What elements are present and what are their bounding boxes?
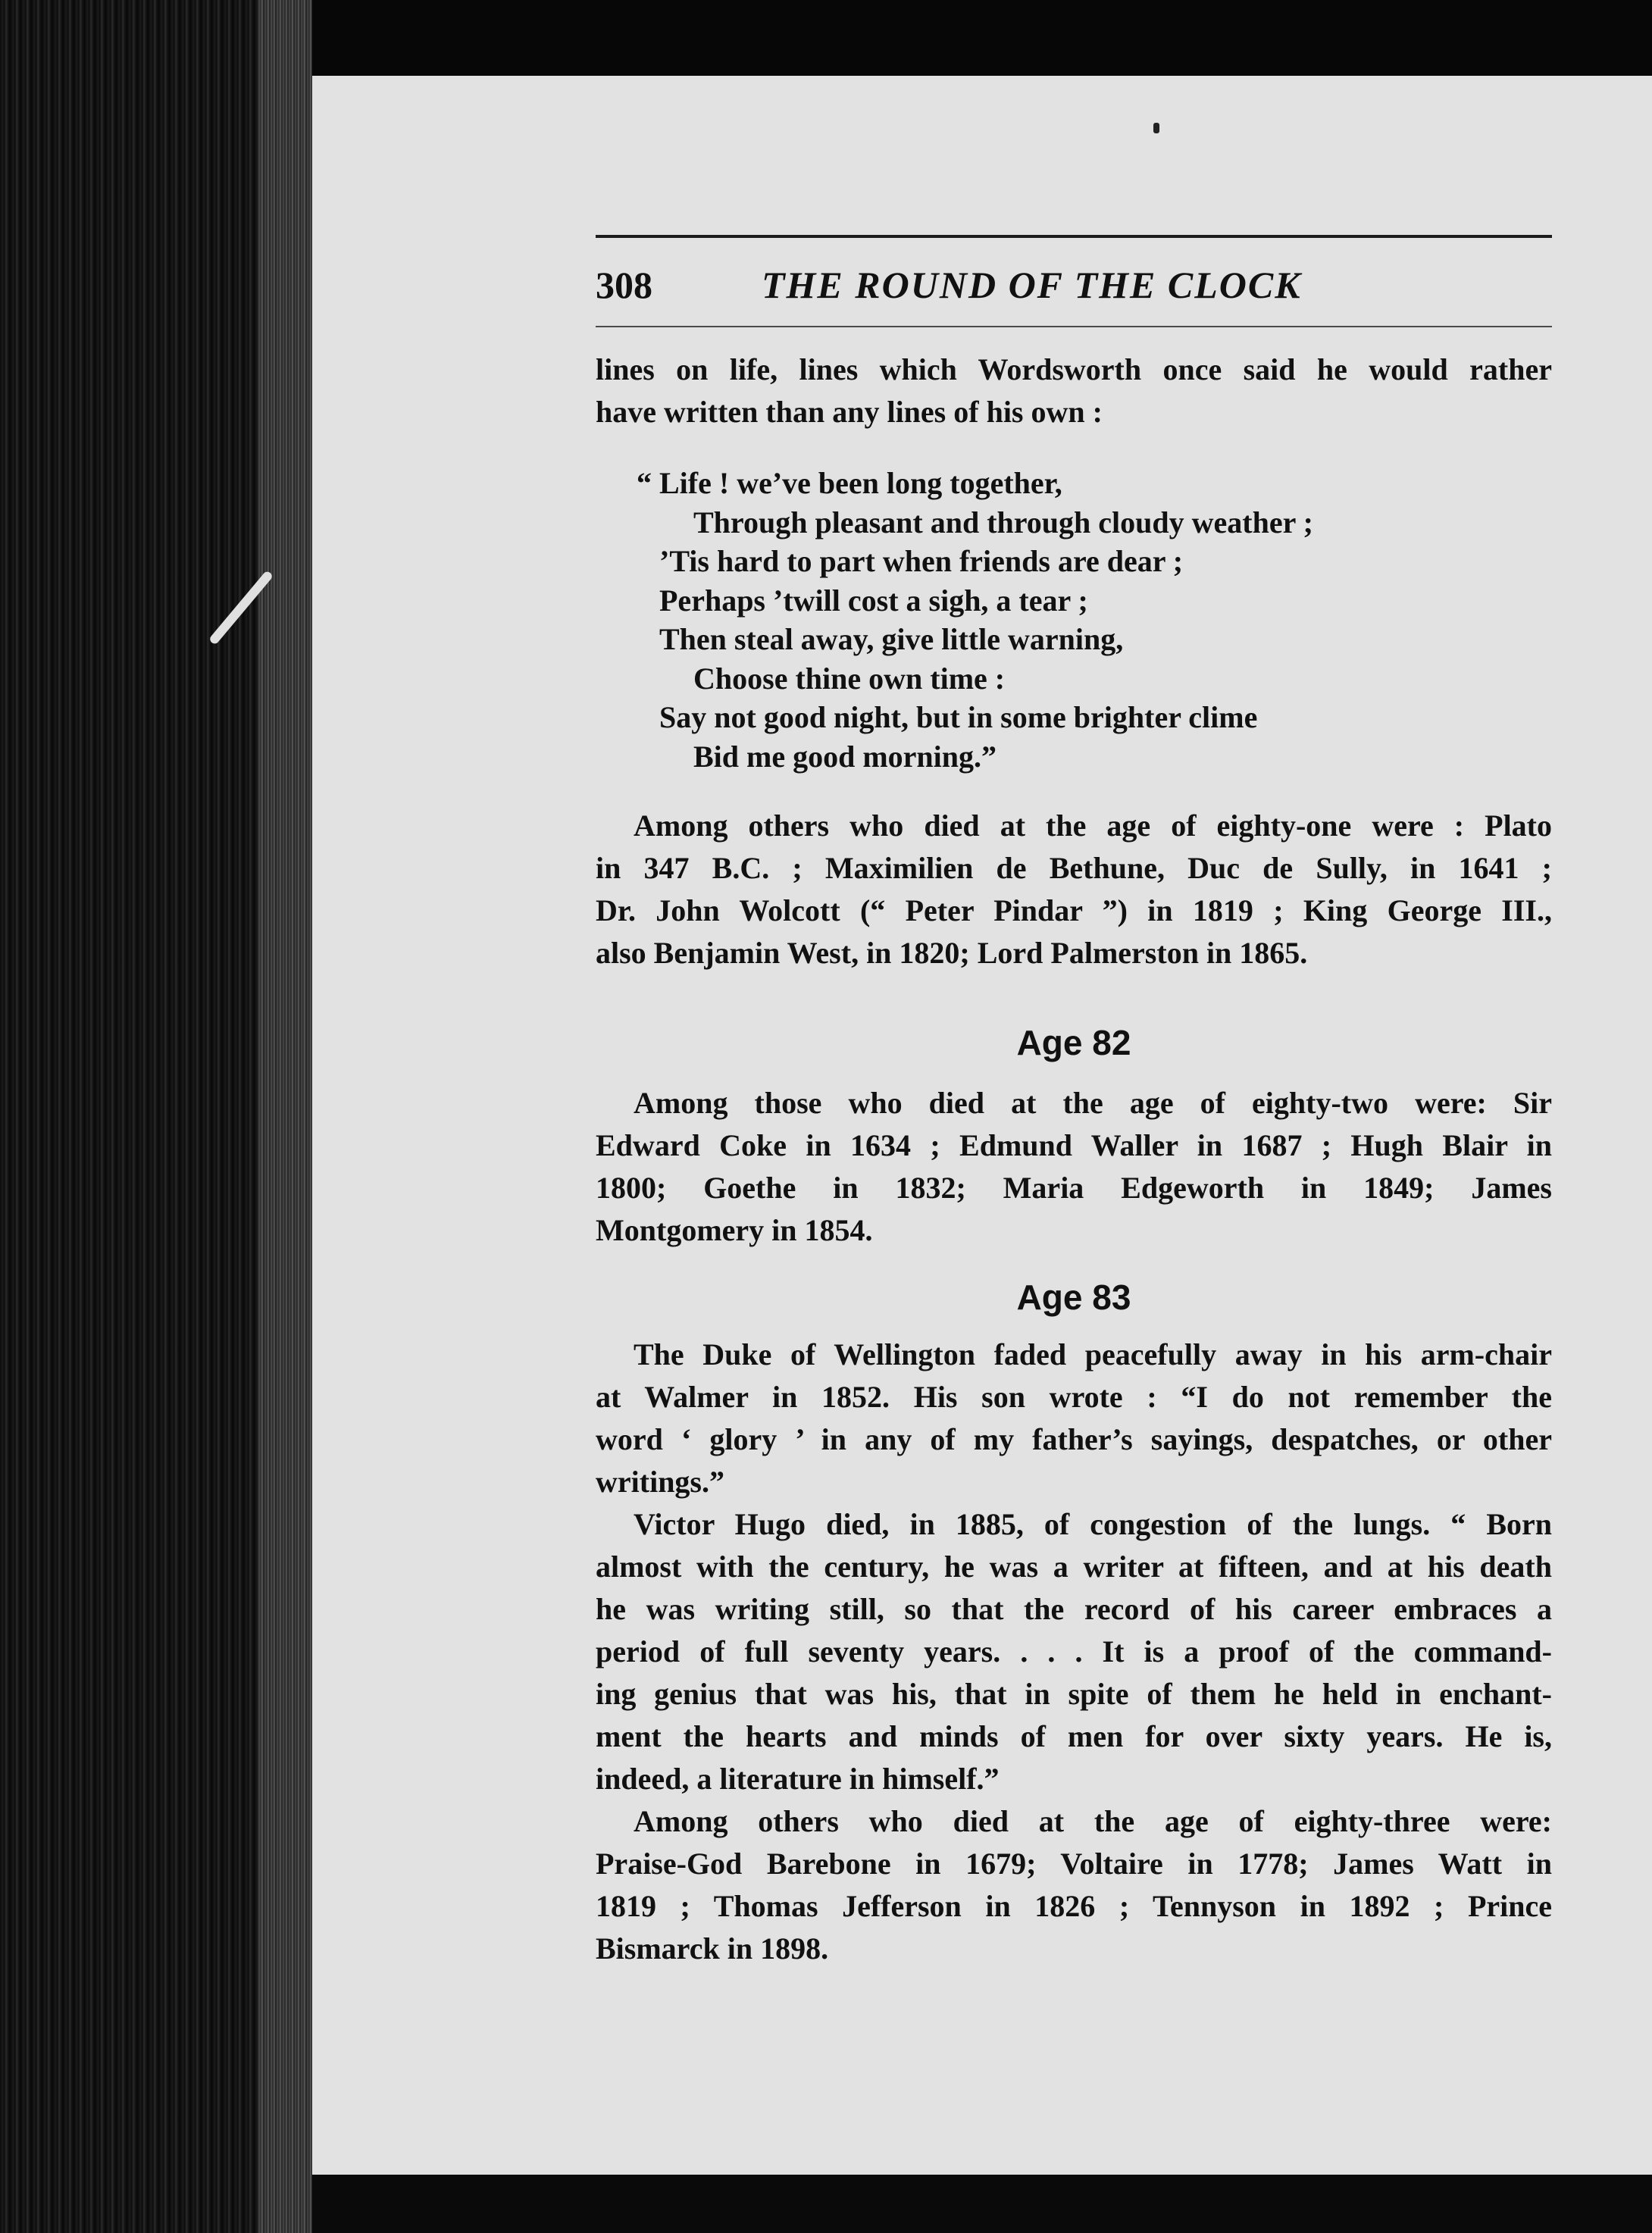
- poem-line: Perhaps ’twill cost a sigh, a tear ;: [659, 583, 1088, 618]
- text-line: ment the hearts and minds of men for over sixty years. He is,: [596, 1719, 1552, 1753]
- text-line: in 347 B.C. ; Maximilien de Bethune, Duc de Sully, in 1641 ;: [596, 851, 1552, 885]
- header-rule-bottom: [596, 326, 1552, 327]
- text-line: lines on life, lines which Wordsworth once said he would rather: [596, 352, 1552, 386]
- scan-bottom-border: [312, 2175, 1652, 2233]
- paragraph-age-83-wellington: [596, 1334, 1552, 1503]
- paragraph-age-81: [596, 805, 1552, 974]
- text-line: Praise-God Barebone in 1679; Voltaire in 1778; James Watt in: [596, 1847, 1552, 1881]
- text-line: Among those who died at the age of eighty-two were: Sir: [634, 1086, 1552, 1120]
- section-heading-age-82: Age 82: [1016, 1023, 1131, 1062]
- poem-line: Say not good night, but in some brighter clime: [659, 700, 1258, 734]
- poem-line: Bid me good morning.”: [693, 739, 997, 774]
- text-line: ing genius that was his, that in spite of them he held in enchant-: [596, 1677, 1552, 1711]
- scan-top-border: [312, 0, 1652, 76]
- text-line: writings.”: [596, 1465, 724, 1499]
- text-line: period of full seventy years. . . . It is a proof of the command-: [596, 1634, 1552, 1668]
- poem-line: ’Tis hard to part when friends are dear ;: [659, 544, 1184, 578]
- text-line: Among others who died at the age of eighty-three were:: [634, 1804, 1552, 1838]
- text-line: almost with the century, he was a writer at fifteen, and at his death: [596, 1550, 1552, 1584]
- text-line: Bismarck in 1898.: [596, 1931, 829, 1966]
- poem-line: Through pleasant and through cloudy weather ;: [693, 505, 1313, 539]
- quoted-poem: [637, 464, 1313, 776]
- text-line: he was writing still, so that the record of his career embraces a: [596, 1592, 1552, 1626]
- text-line: have written than any lines of his own :: [596, 395, 1103, 429]
- scan-artifact-dot: [1153, 123, 1159, 133]
- running-title: THE ROUND OF THE CLOCK: [762, 264, 1302, 306]
- text-line: The Duke of Wellington faded peacefully away in his arm-chair: [634, 1337, 1552, 1371]
- header-rule-top: [596, 235, 1552, 238]
- text-line: 1819 ; Thomas Jefferson in 1826 ; Tennyson in 1892 ; Prince: [596, 1889, 1552, 1923]
- poem-line: Then steal away, give little warning,: [659, 622, 1124, 656]
- paragraph-age-83-hugo: [596, 1503, 1552, 1800]
- text-line: Among others who died at the age of eighty-one were : Plato: [634, 808, 1552, 843]
- poem-line: “ Life ! we’ve been long together,: [637, 466, 1062, 500]
- text-line: at Walmer in 1852. His son wrote : “I do not remember the: [596, 1380, 1552, 1414]
- text-line: Dr. John Wolcott (“ Peter Pindar ”) in 1819 ; King George III.,: [596, 893, 1552, 927]
- text-line: Montgomery in 1854.: [596, 1213, 873, 1247]
- paragraph-age-82: [596, 1082, 1552, 1252]
- text-line: Victor Hugo died, in 1885, of congestion of the lungs. “ Born: [634, 1507, 1552, 1541]
- text-line: 1800; Goethe in 1832; Maria Edgeworth in 1849; James: [596, 1171, 1552, 1205]
- page-number: 308: [596, 264, 652, 306]
- page-edges: [258, 0, 314, 2233]
- text-line: Edward Coke in 1634 ; Edmund Waller in 1687 ; Hugh Blair in: [596, 1128, 1552, 1162]
- section-heading-age-83: Age 83: [1016, 1278, 1131, 1317]
- paragraph-age-83-others: [596, 1800, 1552, 1970]
- text-line: word ‘ glory ’ in any of my father’s sayings, despatches, or other: [596, 1422, 1552, 1456]
- text-line: also Benjamin West, in 1820; Lord Palmerston in 1865.: [596, 936, 1308, 970]
- intro-paragraph: [596, 349, 1552, 433]
- text-line: indeed, a literature in himself.”: [596, 1762, 1000, 1796]
- poem-line: Choose thine own time :: [693, 661, 1006, 696]
